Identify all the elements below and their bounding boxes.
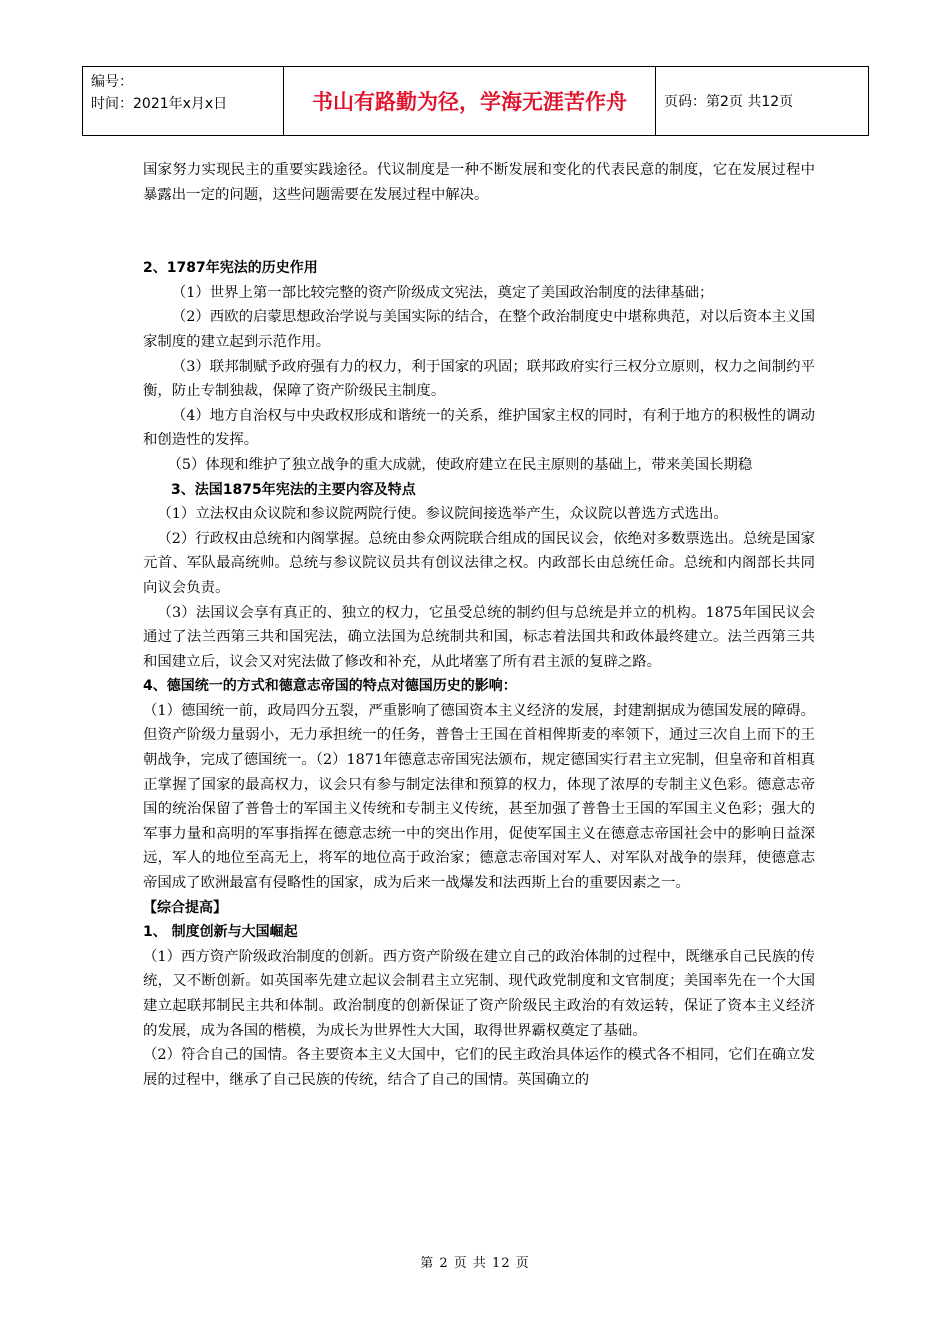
paragraph: （2）行政权由总统和内阁掌握。总统由参众两院联合组成的国民议会，依绝对多数票选出。总统是国家元首、军队最高统帅。总统与参议院议员共有创议法律之权。内政部长由总统任命。总统和内阁部长共同向议会负责。 [143,530,815,596]
header-table [82,66,869,136]
header-date-label: 时间：2021年x月x日 [91,96,228,112]
header-page-label: 页码：第2页 共12页 [664,94,794,110]
paragraph: （1）立法权由众议院和参议院两院行使。参议院间接选举产生，众议院以普选方式选出。 [157,506,728,523]
paragraph: （3）联邦制赋予政府强有力的权力，利于国家的巩固；联邦政府实行三权分立原则，权力之间制约平衡，防止专制独裁，保障了资产阶级民主制度。 [143,358,815,400]
section-heading: 2、1787年宪法的历史作用 [143,260,318,277]
paragraph: （1）西方资产阶级政治制度的创新。西方资产阶级在建立自己的政治体制的过程中，既继承自己民族的传统，又不断创新。如英国率先建立起议会制君主立宪制、现代政党制度和文官制度；美国率先在一个大国建立起联邦制民主共和体制。政治制度的创新保证了资产阶级民主政治的有效运转，保证了资本主义经济的发展，成为各国的楷模，为成长为世界性大大国，取得世界霸权奠定了基础。 [143,948,815,1039]
section-heading: 3、法国1875年宪法的主要内容及特点 [171,481,416,498]
paragraph: （1）德国统一前，政局四分五裂，严重影响了德国资本主义经济的发展，封建割据成为德国发展的障碍。但资产阶级力量弱小，无力承担统一的任务，普鲁士王国在首相俾斯麦的率领下，通过三次自上而下的王朝战争，完成了德国统一。（2）1871年德意志帝国宪法颁布，规定德国实行君主立宪制，但皇帝和首相真正掌握了国家的最高权力，议会只有参与制定法律和预算的权力，体现了浓厚的专制主义色彩。德意志帝国的统治保留了普鲁士的军国主义传统和专制主义传统，甚至加强了普鲁士王国的军国主义色彩；强大的军事力量和高明的军事指挥在德意志统一中的突出作用，促使军国主义在德意志帝国社会中的影响日益深远，军人的地位至高无上，将军的地位高于政治家；德意志帝国对军人、对军队对战争的崇拜，使德意志帝国成了欧洲最富有侵略性的国家，成为后来一战爆发和法西斯上台的重要因素之一。 [143,702,815,892]
document-body [143,158,815,1092]
section-heading: 4、德国统一的方式和德意志帝国的特点对德国历史的影响： [143,678,517,695]
paragraph: （4）地方自治权与中央政权形成和谐统一的关系，维护国家主权的同时，有利于地方的积极性的调动和创造性的发挥。 [143,407,815,449]
header-number-label: 编号： [91,74,133,90]
paragraph: （5）体现和维护了独立战争的重大成就，使政府建立在民主原则的基础上，带来美国长期稳 [167,456,753,473]
section-heading: 1、 制度创新与大国崛起 [143,924,298,941]
paragraph: （2）西欧的启蒙思想政治学说与美国实际的结合，在整个政治制度史中堪称典范，对以后资本主义国家制度的建立起到示范作用。 [143,309,815,350]
page-footer: 第 2 页 共 12 页 [420,1256,530,1271]
paragraph: 国家努力实现民主的重要实践途径。代议制度是一种不断发展和变化的代表民意的制度，它在发展过程中暴露出一定的问题，这些问题需要在发展过程中解决。 [143,162,815,203]
paragraph: （2）符合自己的国情。各主要资本主义大国中，它们的民主政治具体运作的模式各不相同，它们在确立发展的过程中，继承了自己民族的传统，结合了自己的国情。英国确立的 [143,1047,815,1088]
section-heading: 【综合提高】 [143,899,227,916]
header-info-cell [83,67,284,135]
header-motto: 书山有路勤为径，学海无涯苦作舟 [284,67,656,135]
paragraph: （1）世界上第一部比较完整的资产阶级成文宪法，奠定了美国政治制度的法律基础； [171,284,714,301]
paragraph: （3）法国议会享有真正的、独立的权力，它虽受总统的制约但与总统是并立的机构。1875年国民议会通过了法兰西第三共和国宪法，确立法国为总统制共和国，标志着法国共和政体最终建立。法兰西第三共和国建立后，议会又对宪法做了修改和补充，从此堵塞了所有君主派的复辟之路。 [143,604,815,670]
